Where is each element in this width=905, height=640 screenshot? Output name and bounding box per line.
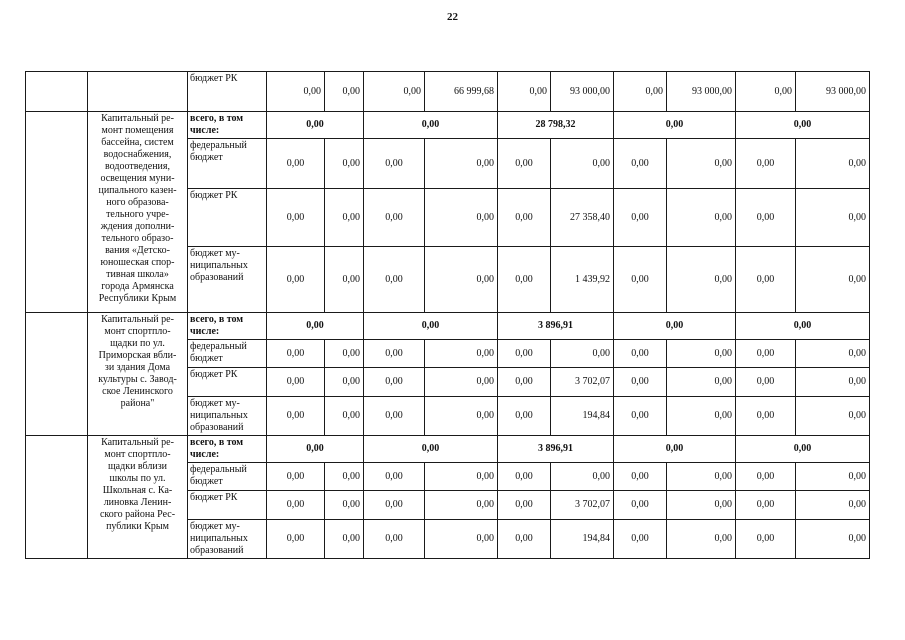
- value-cell: 0,00: [498, 247, 551, 313]
- value-cell: 0,00: [267, 520, 325, 559]
- source-label: бюджет му- ниципальных образований: [188, 397, 267, 436]
- value-cell: 0,00: [364, 72, 425, 112]
- value-cell: 0,00: [736, 247, 796, 313]
- value-cell: 0,00: [667, 340, 736, 368]
- value-cell: 0,00: [267, 139, 325, 189]
- value-cell: 0,00: [267, 189, 325, 247]
- empty-cell: [26, 72, 88, 112]
- year-total: 28 798,32: [498, 112, 614, 139]
- value-cell: 0,00: [498, 340, 551, 368]
- value-cell: 0,00: [498, 189, 551, 247]
- value-cell: 0,00: [325, 463, 364, 491]
- value-cell: 0,00: [364, 247, 425, 313]
- value-cell: 0,00: [325, 491, 364, 520]
- source-label: бюджет му- ниципальных образований: [188, 520, 267, 559]
- value-cell: 0,00: [667, 491, 736, 520]
- value-cell: 0,00: [498, 520, 551, 559]
- value-cell: 0,00: [425, 491, 498, 520]
- value-cell: 0,00: [364, 463, 425, 491]
- value-cell: 0,00: [551, 463, 614, 491]
- source-label: федеральный бюджет: [188, 463, 267, 491]
- value-cell: 0,00: [796, 340, 870, 368]
- value-cell: 0,00: [667, 463, 736, 491]
- value-cell: 0,00: [267, 491, 325, 520]
- value-cell: 27 358,40: [551, 189, 614, 247]
- value-cell: 0,00: [364, 397, 425, 436]
- value-cell: 0,00: [796, 463, 870, 491]
- table-row: [26, 436, 870, 463]
- value-cell: 0,00: [267, 247, 325, 313]
- value-cell: 0,00: [796, 520, 870, 559]
- value-cell: 0,00: [736, 340, 796, 368]
- value-cell: 0,00: [325, 247, 364, 313]
- value-cell: 0,00: [736, 368, 796, 397]
- value-cell: 0,00: [325, 368, 364, 397]
- year-total: 0,00: [364, 112, 498, 139]
- value-cell: 0,00: [614, 397, 667, 436]
- budget-table: [25, 71, 870, 559]
- value-cell: 0,00: [736, 72, 796, 112]
- year-total: 3 896,91: [498, 436, 614, 463]
- value-cell: 0,00: [498, 72, 551, 112]
- year-total: 0,00: [736, 436, 870, 463]
- value-cell: 0,00: [796, 368, 870, 397]
- value-cell: 194,84: [551, 520, 614, 559]
- value-cell: 0,00: [425, 397, 498, 436]
- value-cell: 0,00: [796, 247, 870, 313]
- year-total: 0,00: [364, 313, 498, 340]
- value-cell: 0,00: [667, 247, 736, 313]
- value-cell: 0,00: [425, 139, 498, 189]
- value-cell: 0,00: [267, 72, 325, 112]
- value-cell: 0,00: [667, 368, 736, 397]
- source-label: федеральный бюджет: [188, 340, 267, 368]
- source-label: бюджет РК: [188, 368, 267, 397]
- value-cell: 0,00: [667, 397, 736, 436]
- year-total: 0,00: [736, 313, 870, 340]
- value-cell: 0,00: [325, 520, 364, 559]
- value-cell: 0,00: [325, 72, 364, 112]
- value-cell: 0,00: [614, 520, 667, 559]
- value-cell: 0,00: [667, 189, 736, 247]
- source-label: бюджет РК: [188, 491, 267, 520]
- year-total: 0,00: [267, 112, 364, 139]
- value-cell: 1 439,92: [551, 247, 614, 313]
- value-cell: 0,00: [364, 139, 425, 189]
- empty-cell: [26, 313, 88, 436]
- object-description: Капитальный ре- монт спортпло- щадки по ул. Приморская вбли- зи здания Дома культуры с. Завод- ское Ленинского района": [88, 313, 188, 436]
- value-cell: 0,00: [425, 247, 498, 313]
- value-cell: 0,00: [425, 520, 498, 559]
- year-total: 0,00: [267, 313, 364, 340]
- table-body: [26, 72, 870, 559]
- value-cell: 0,00: [364, 520, 425, 559]
- value-cell: 0,00: [364, 189, 425, 247]
- value-cell: 0,00: [267, 340, 325, 368]
- value-cell: 0,00: [614, 491, 667, 520]
- value-cell: 0,00: [551, 139, 614, 189]
- value-cell: 0,00: [364, 368, 425, 397]
- value-cell: 0,00: [425, 340, 498, 368]
- value-cell: 0,00: [325, 397, 364, 436]
- total-label: всего, в том числе:: [188, 436, 267, 463]
- value-cell: 0,00: [498, 368, 551, 397]
- value-cell: 0,00: [614, 368, 667, 397]
- value-cell: 194,84: [551, 397, 614, 436]
- value-cell: 0,00: [425, 368, 498, 397]
- year-total: 0,00: [736, 112, 870, 139]
- value-cell: 0,00: [498, 463, 551, 491]
- value-cell: 0,00: [267, 368, 325, 397]
- total-label: всего, в том числе:: [188, 313, 267, 340]
- year-total: 3 896,91: [498, 313, 614, 340]
- value-cell: 0,00: [498, 491, 551, 520]
- value-cell: 0,00: [614, 189, 667, 247]
- value-cell: 0,00: [267, 397, 325, 436]
- value-cell: 0,00: [325, 340, 364, 368]
- value-cell: 0,00: [736, 397, 796, 436]
- value-cell: 0,00: [736, 189, 796, 247]
- source-label: бюджет РК: [188, 72, 267, 112]
- value-cell: 0,00: [364, 491, 425, 520]
- value-cell: 0,00: [736, 491, 796, 520]
- value-cell: 0,00: [425, 463, 498, 491]
- empty-cell: [26, 436, 88, 559]
- value-cell: 0,00: [736, 463, 796, 491]
- value-cell: 0,00: [551, 340, 614, 368]
- value-cell: 0,00: [796, 491, 870, 520]
- empty-cell: [26, 112, 88, 313]
- value-cell: 0,00: [614, 72, 667, 112]
- value-cell: 0,00: [325, 139, 364, 189]
- source-label: бюджет РК: [188, 189, 267, 247]
- page-number: 22: [447, 11, 458, 23]
- table-row: [26, 313, 870, 340]
- value-cell: 0,00: [498, 139, 551, 189]
- value-cell: 0,00: [498, 397, 551, 436]
- value-cell: 3 702,07: [551, 368, 614, 397]
- table-row: [26, 112, 870, 139]
- total-label: всего, в том числе:: [188, 112, 267, 139]
- year-total: 0,00: [364, 436, 498, 463]
- value-cell: 0,00: [267, 463, 325, 491]
- object-description: Капитальный ре- монт спортпло- щадки вблизи школы по ул. Школьная с. Ка- линовка Ленин- ского района Рес- публики Крым: [88, 436, 188, 559]
- object-description: Капитальный ре- монт помещения бассейна, систем водоснабжения, водоотведения, освещения муни- ципального казен- ного образова- тельного учре- ждения дополни- тельного образо- вания «Детско- юношеская спор- тивная школа» города Армянска Республики Крым: [88, 112, 188, 313]
- source-label: федеральный бюджет: [188, 139, 267, 189]
- value-cell: 0,00: [736, 520, 796, 559]
- year-total: 0,00: [267, 436, 364, 463]
- value-cell: 0,00: [325, 189, 364, 247]
- year-total: 0,00: [614, 313, 736, 340]
- table-row: [26, 72, 870, 112]
- source-label: бюджет му- ниципальных образований: [188, 247, 267, 313]
- value-cell: 0,00: [614, 340, 667, 368]
- year-total: 0,00: [614, 436, 736, 463]
- value-cell: 0,00: [796, 397, 870, 436]
- value-cell: 0,00: [736, 139, 796, 189]
- object-cell: [88, 72, 188, 112]
- value-cell: 0,00: [796, 189, 870, 247]
- value-cell: 66 999,68: [425, 72, 498, 112]
- value-cell: 0,00: [614, 463, 667, 491]
- year-total: 0,00: [614, 112, 736, 139]
- value-cell: 93 000,00: [796, 72, 870, 112]
- value-cell: 0,00: [614, 247, 667, 313]
- value-cell: 93 000,00: [551, 72, 614, 112]
- value-cell: 93 000,00: [667, 72, 736, 112]
- value-cell: 0,00: [614, 139, 667, 189]
- value-cell: 0,00: [425, 189, 498, 247]
- value-cell: 0,00: [796, 139, 870, 189]
- value-cell: 0,00: [364, 340, 425, 368]
- value-cell: 0,00: [667, 139, 736, 189]
- value-cell: 0,00: [667, 520, 736, 559]
- value-cell: 3 702,07: [551, 491, 614, 520]
